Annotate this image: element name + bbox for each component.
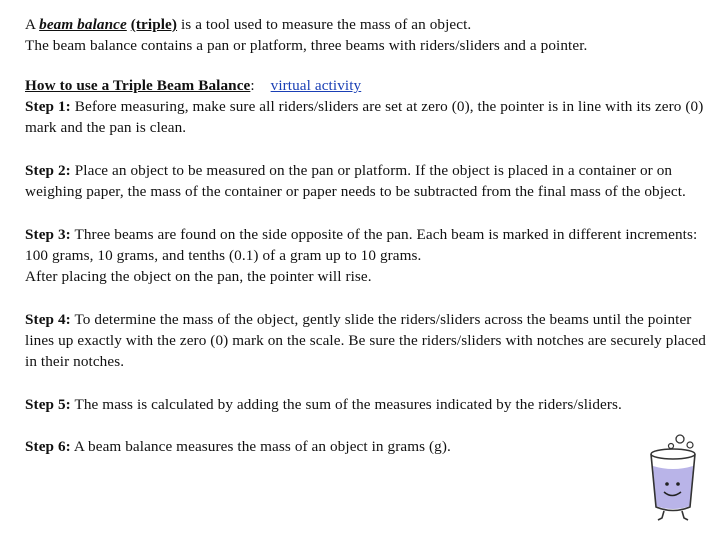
intro-line-1-rest: is a tool used to measure the mass of an object. xyxy=(180,16,472,33)
step-2-text: Place an object to be measured on the pan or platform. If the object is placed in a container or on weighing paper, the mass of the container or paper needs to be subtracted from the final mass of the object. xyxy=(25,162,686,200)
step-1-label: Step 1: xyxy=(25,98,71,115)
howto-heading: How to use a Triple Beam Balance xyxy=(25,77,251,94)
step-3-label: Step 3: xyxy=(25,226,71,243)
term-triple: (triple) xyxy=(130,16,178,33)
step-6-text: A beam balance measures the mass of an object in grams (g). xyxy=(73,438,451,455)
step-2 xyxy=(25,160,715,202)
bubble-icon xyxy=(687,442,693,448)
intro-article: A xyxy=(25,16,36,33)
step-3 xyxy=(25,224,715,266)
step-3-continued: After placing the object on the pan, the pointer will rise. xyxy=(25,268,372,285)
intro-line-1 xyxy=(25,14,715,35)
step-6-label: Step 6: xyxy=(25,438,71,455)
bubble-icon xyxy=(669,444,674,449)
virtual-activity-link[interactable]: virtual activity xyxy=(270,77,362,94)
step-4-text: To determine the mass of the object, gently slide the riders/sliders across the beams until the pointer lines up exactly with the zero (0) mark on the scale. Be sure the riders/sliders with notches are securely placed in their notches. xyxy=(25,311,706,370)
step-6 xyxy=(25,436,715,457)
step-3-text: Three beams are found on the side opposite of the pan. Each beam is marked in different increments: 100 grams, 10 grams, and tenths (0.1) of a gram up to 10 grams. xyxy=(25,226,698,264)
step-5-text: The mass is calculated by adding the sum of the measures indicated by the riders/sliders. xyxy=(74,396,622,413)
document-body xyxy=(25,14,715,457)
beaker-mascot-icon xyxy=(640,432,704,522)
term-beam-balance: beam balance xyxy=(39,16,127,33)
step-4 xyxy=(25,309,715,372)
bubble-icon xyxy=(676,435,684,443)
step-5-label: Step 5: xyxy=(25,396,71,413)
intro-line-2: The beam balance contains a pan or platform, three beams with riders/sliders and a pointer. xyxy=(25,37,588,54)
step-5 xyxy=(25,394,635,415)
howto-heading-line xyxy=(25,75,715,96)
step-1 xyxy=(25,96,715,138)
howto-colon: : xyxy=(250,77,255,94)
step-2-label: Step 2: xyxy=(25,162,71,179)
step-1-text: Before measuring, make sure all riders/sliders are set at zero (0), the pointer is in line with its zero (0) mark and the pan is clean. xyxy=(25,98,704,136)
step-4-label: Step 4: xyxy=(25,311,71,328)
